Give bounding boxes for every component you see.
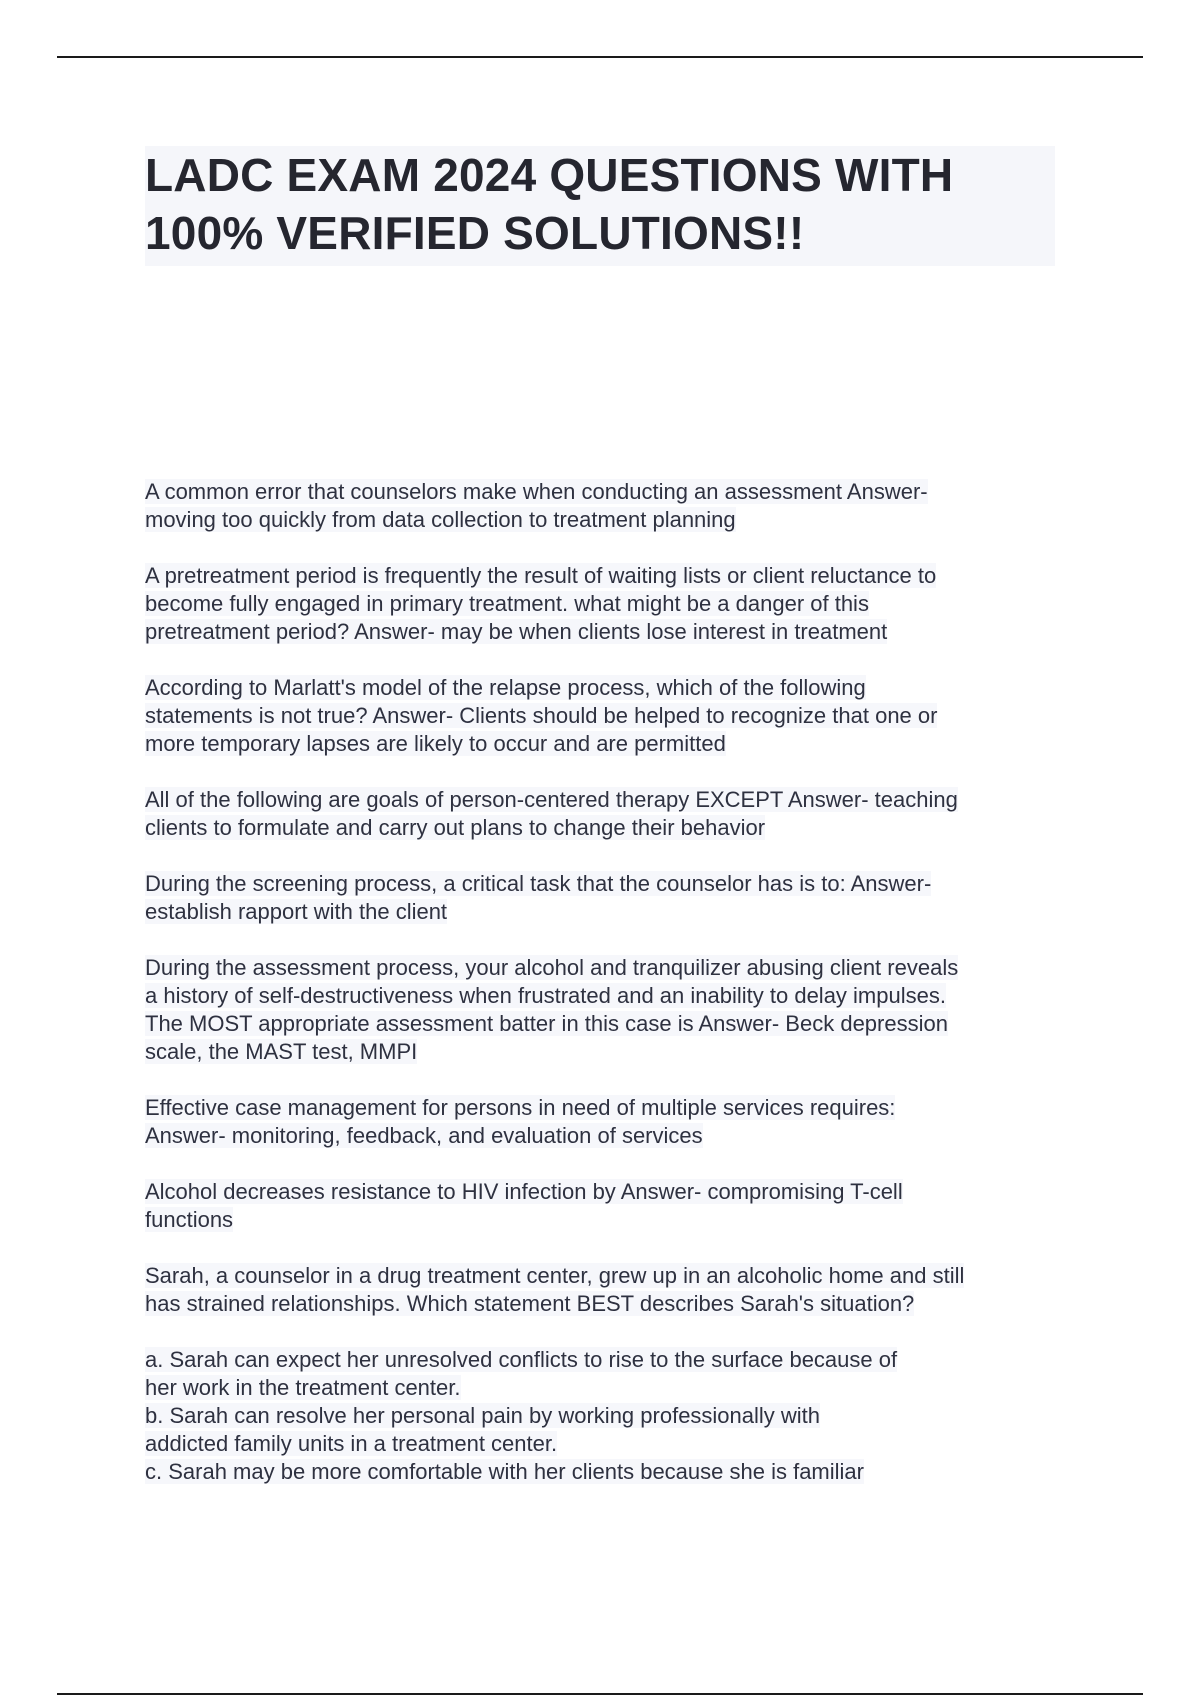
option-line: c. Sarah may be more comfortable with her clients because she is familiar bbox=[145, 1459, 864, 1484]
qa-line: A pretreatment period is frequently the result of waiting lists or client reluctance to bbox=[145, 563, 937, 588]
qa-item-4 bbox=[145, 786, 1065, 842]
qa-line: During the assessment process, your alcohol and tranquilizer abusing client reveals bbox=[145, 955, 959, 980]
qa-line: Answer- monitoring, feedback, and evaluation of services bbox=[145, 1123, 703, 1148]
qa-item-3 bbox=[145, 674, 1065, 758]
qa-line: The MOST appropriate assessment batter in this case is Answer- Beck depression bbox=[145, 1011, 948, 1036]
qa-line: has strained relationships. Which statement BEST describes Sarah's situation? bbox=[145, 1291, 915, 1316]
questions-list bbox=[145, 478, 1065, 1486]
qa-line: statements is not true? Answer- Clients should be helped to recognize that one or bbox=[145, 703, 938, 728]
qa-line: more temporary lapses are likely to occur and are permitted bbox=[145, 731, 726, 756]
qa-line: All of the following are goals of person-centered therapy EXCEPT Answer- teaching bbox=[145, 787, 958, 812]
qa-line: Sarah, a counselor in a drug treatment center, grew up in an alcoholic home and still bbox=[145, 1263, 965, 1288]
qa-line: moving too quickly from data collection to treatment planning bbox=[145, 507, 736, 532]
title-line-1: LADC EXAM 2024 QUESTIONS WITH bbox=[145, 149, 954, 201]
qa-line: become fully engaged in primary treatment. what might be a danger of this bbox=[145, 591, 869, 616]
answer-options bbox=[145, 1346, 1065, 1486]
qa-line: clients to formulate and carry out plans to change their behavior bbox=[145, 815, 766, 840]
qa-line: During the screening process, a critical task that the counselor has is to: Answer- bbox=[145, 871, 932, 896]
title-line-2: 100% VERIFIED SOLUTIONS!! bbox=[145, 207, 805, 259]
qa-line: functions bbox=[145, 1207, 234, 1232]
option-line: b. Sarah can resolve her personal pain by working professionally with bbox=[145, 1403, 821, 1428]
qa-line: According to Marlatt's model of the relapse process, which of the following bbox=[145, 675, 866, 700]
qa-line: a history of self-destructiveness when frustrated and an inability to delay impulses. bbox=[145, 983, 946, 1008]
qa-item-1 bbox=[145, 478, 1065, 534]
qa-item-5 bbox=[145, 870, 1065, 926]
qa-item-9 bbox=[145, 1262, 1065, 1318]
option-line: a. Sarah can expect her unresolved conflicts to rise to the surface because of bbox=[145, 1347, 898, 1372]
qa-item-8 bbox=[145, 1178, 1065, 1234]
qa-item-7 bbox=[145, 1094, 1065, 1150]
qa-line: Effective case management for persons in need of multiple services requires: bbox=[145, 1095, 896, 1120]
document-title bbox=[145, 146, 1055, 262]
option-line: addicted family units in a treatment center. bbox=[145, 1431, 558, 1456]
qa-line: A common error that counselors make when conducting an assessment Answer- bbox=[145, 479, 928, 504]
qa-item-2 bbox=[145, 562, 1065, 646]
bottom-rule bbox=[57, 1693, 1143, 1695]
qa-item-6 bbox=[145, 954, 1065, 1066]
option-line: her work in the treatment center. bbox=[145, 1375, 461, 1400]
qa-line: pretreatment period? Answer- may be when clients lose interest in treatment bbox=[145, 619, 888, 644]
title-block bbox=[145, 146, 1055, 266]
qa-line: Alcohol decreases resistance to HIV infection by Answer- compromising T-cell bbox=[145, 1179, 903, 1204]
qa-line: establish rapport with the client bbox=[145, 899, 448, 924]
top-rule bbox=[57, 56, 1143, 58]
qa-line: scale, the MAST test, MMPI bbox=[145, 1039, 418, 1064]
